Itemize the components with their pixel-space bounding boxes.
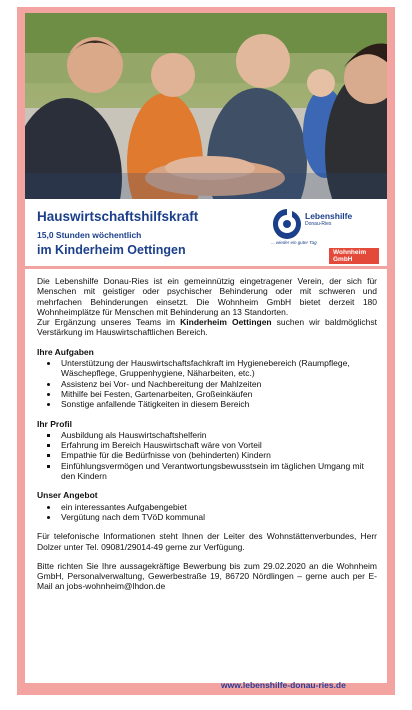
profil-heading: Ihr Profil bbox=[37, 418, 72, 429]
aufgaben-heading: Ihre Aufgaben bbox=[37, 346, 94, 357]
wohnheim-gmbh-badge: Wohnheim GmbH bbox=[329, 248, 379, 264]
lebenshilfe-logo-icon bbox=[271, 207, 303, 241]
logo-name: Lebenshilfe bbox=[305, 211, 353, 221]
list-item: • Vergütung nach dem TVöD kommunal bbox=[59, 512, 377, 522]
team-photo bbox=[25, 13, 387, 199]
list-item: • Sonstige anfallende Tätigkeiten in diesem Bereich bbox=[59, 399, 377, 409]
intro-paragraph: Die Lebenshilfe Donau-Ries ist ein gemeinnützig eingetragener Verein, der sich für Menschen mit geistiger oder psychischer Behinderung oder mit schweren und mehrfachen Behinderungen einsetzt. Die Wohnheim GmbH bietet derzeit 180 Wohnheimplätze für Menschen mit Behinderung an 13 Standorten. bbox=[37, 276, 377, 317]
job-ad-card bbox=[25, 13, 387, 690]
intro-text-end: suchen wir baldmöglichst Verstärkung im Hauswirtschaftlichen Bereich. bbox=[37, 317, 377, 338]
list-item: ▪ Erfahrung im Bereich Hauswirtschaft wäre von Vorteil bbox=[59, 440, 377, 450]
intro-text: Zur Ergänzung unseres Teams im bbox=[37, 317, 181, 328]
job-title: Hauswirtschaftshilfskraft bbox=[37, 209, 199, 224]
application-paragraph: Bitte richten Sie Ihre aussagekräftige Bewerbung bis zum 29.02.2020 an die Wohnheim GmbH, Personalverwaltung, Gewerbestraße 19, 86720 Nördlingen – gerne auch per E-Mail an jobs-wohnheim@lhdon.de bbox=[37, 560, 377, 592]
list-item: ▪ Ausbildung als Hauswirtschaftshelferin bbox=[59, 430, 377, 440]
list-item: • Mithilfe bei Festen, Gartenarbeiten, Großeinkäufen bbox=[59, 389, 377, 399]
intro-highlight: Kinderheim Oettingen bbox=[180, 317, 272, 328]
website-link[interactable]: www.lebenshilfe-donau-ries.de bbox=[221, 680, 346, 690]
intro-paragraph-2 bbox=[37, 317, 377, 338]
list-item: • ein interessantes Aufgabengebiet bbox=[59, 502, 377, 512]
team-photo-illustration bbox=[25, 13, 387, 199]
job-hours: 15,0 Stunden wöchentlich bbox=[37, 230, 142, 240]
job-ad-frame bbox=[17, 7, 395, 695]
contact-paragraph: Für telefonische Informationen steht Ihnen der Leiter des Wohnstättenverbundes, Herr Dolzer unter Tel. 09081/29014-49 gerne zur Verfügung. bbox=[37, 531, 377, 552]
list-item: ▪ Einfühlungsvermögen und Verantwortungsbewusstsein im täglichen Umgang mit den Kindern bbox=[59, 461, 377, 482]
angebot-heading: Unser Angebot bbox=[37, 490, 98, 501]
lebenshilfe-logo bbox=[271, 205, 379, 261]
profil-list bbox=[59, 430, 377, 481]
aufgaben-list bbox=[59, 358, 377, 409]
logo-tagline: ... wieder ein guter Tag bbox=[271, 240, 317, 245]
list-item: • Assistenz bei Vor- und Nachbereitung der Mahlzeiten bbox=[59, 379, 377, 389]
list-item: • Unterstützung der Hauswirtschaftsfachkraft im Hygienebereich (Raumpflege, Wäschepflege, Gruppenhygiene, Näharbeiten, etc.) bbox=[59, 358, 377, 379]
list-item: ▪ Empathie für die Bedürfnisse von (behinderten) Kindern bbox=[59, 450, 377, 460]
logo-subtitle: Donau-Ries bbox=[305, 221, 332, 227]
job-location: im Kinderheim Oettingen bbox=[37, 243, 186, 257]
angebot-list bbox=[59, 502, 377, 523]
title-divider bbox=[25, 266, 387, 269]
job-description bbox=[37, 276, 377, 592]
